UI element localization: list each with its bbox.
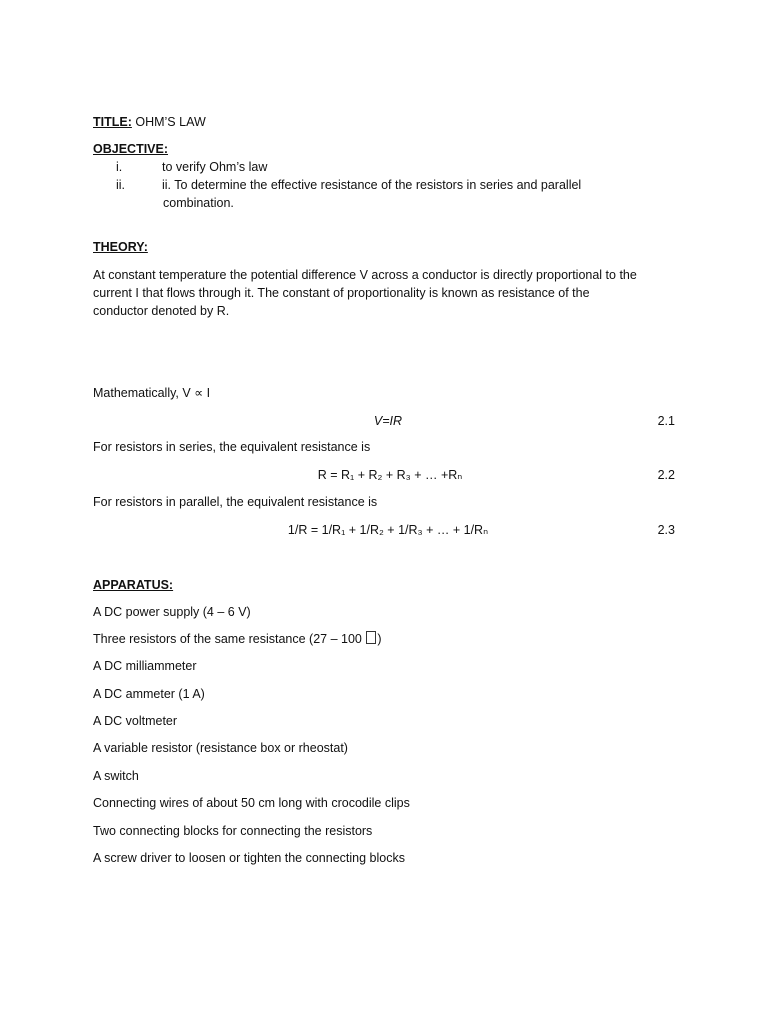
apparatus-item: A variable resistor (resistance box or rheostat) <box>93 741 348 755</box>
objective-item-1-marker: i. <box>116 160 123 174</box>
equation-2-1-number: 2.1 <box>657 414 675 428</box>
equation-2-2-number: 2.2 <box>657 468 675 482</box>
title-label: TITLE: <box>93 115 132 129</box>
theory-heading: THEORY: <box>93 240 148 254</box>
objective-item-2-continuation: combination. <box>163 196 234 210</box>
math-intro: Mathematically, V ∝ I <box>93 386 211 400</box>
theory-paragraph-line-1: At constant temperature the potential difference V across a conductor is directly proportional to the <box>93 268 637 282</box>
objective-heading: OBJECTIVE: <box>93 142 169 156</box>
apparatus-item: Connecting wires of about 50 cm long with crocodile clips <box>93 796 410 810</box>
equation-2-2-formula: R = R₁ + R₂ + R₃ + … +Rₙ <box>317 468 463 482</box>
title-line <box>93 113 206 131</box>
apparatus-item-resistors-close: ) <box>377 632 382 646</box>
apparatus-item: A screw driver to loosen or tighten the connecting blocks <box>93 851 405 865</box>
apparatus-item: A switch <box>93 769 139 783</box>
equation-2-3-formula: 1/R = 1/R₁ + 1/R₂ + 1/R₃ + … + 1/Rₙ <box>287 523 489 537</box>
equation-2-3-number: 2.3 <box>657 523 675 537</box>
objective-item-2-marker: ii. <box>116 178 126 192</box>
equation-2-3-lead: For resistors in parallel, the equivalent resistance is <box>93 495 378 509</box>
apparatus-item: Two connecting blocks for connecting the resistors <box>93 824 373 838</box>
equation-2-2-lead: For resistors in series, the equivalent resistance is <box>93 440 371 454</box>
apparatus-item-resistors-text: Three resistors of the same resistance (27 – 100 <box>93 632 366 646</box>
theory-paragraph-line-2: current I that flows through it. The constant of proportionality is known as resistance of the <box>93 286 590 300</box>
apparatus-item: A DC milliammeter <box>93 659 197 673</box>
objective-item-1-text: to verify Ohm’s law <box>162 160 268 174</box>
equation-2-1-formula: V=IR <box>373 414 403 428</box>
apparatus-heading: APPARATUS: <box>93 578 174 592</box>
objective-item-2-text: ii. To determine the effective resistance of the resistors in series and parallel <box>162 178 582 192</box>
apparatus-item: A DC power supply (4 – 6 V) <box>93 605 251 619</box>
apparatus-item: A DC voltmeter <box>93 714 178 728</box>
theory-paragraph-line-3: conductor denoted by R. <box>93 304 230 318</box>
missing-glyph-box-icon <box>366 631 376 644</box>
title-text: OHM’S LAW <box>131 115 206 129</box>
apparatus-item-resistors <box>93 630 382 648</box>
apparatus-item: A DC ammeter (1 A) <box>93 687 205 701</box>
